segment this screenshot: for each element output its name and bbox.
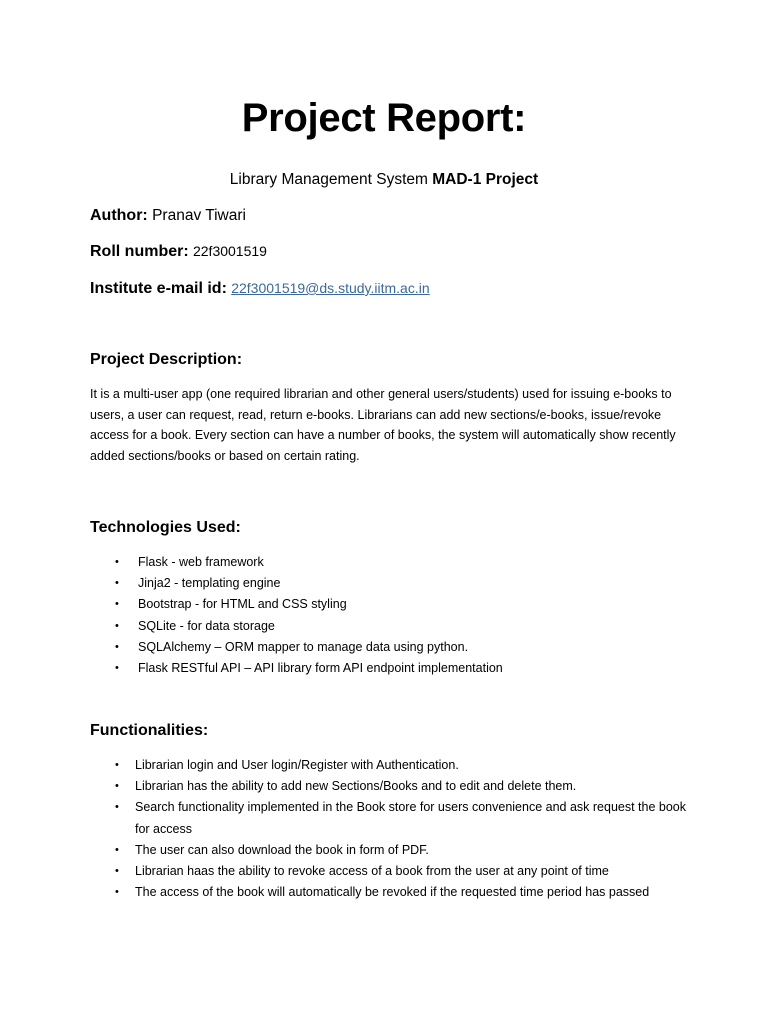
list-item — [90, 797, 690, 839]
bullet-icon: • — [115, 759, 119, 771]
bullet-icon: • — [115, 577, 119, 590]
list-item-text: Bootstrap - for HTML and CSS styling — [138, 597, 347, 612]
page-subtitle — [0, 171, 768, 189]
list-item — [90, 552, 690, 573]
list-item — [90, 755, 690, 776]
list-item — [90, 637, 690, 658]
author-value: Pranav Tiwari — [152, 207, 246, 224]
technologies-list — [90, 552, 690, 679]
bullet-icon: • — [115, 598, 119, 611]
technologies-heading: Technologies Used: — [90, 519, 241, 536]
email-link[interactable]: 22f3001519@ds.study.iitm.ac.in — [231, 280, 430, 296]
list-item — [90, 573, 690, 594]
list-item — [90, 776, 690, 797]
subtitle-text: Library Management System — [229, 171, 433, 188]
list-item-text: Flask - web framework — [138, 555, 264, 569]
page-title: Project Report: — [241, 96, 527, 140]
bullet-icon: • — [115, 619, 119, 632]
list-item-text: Librarian haas the ability to revoke access of a book from the user at any point of time — [135, 864, 609, 879]
functionalities-heading: Functionalities: — [90, 722, 209, 739]
roll-number-label: Roll number: — [90, 243, 189, 260]
roll-number-line — [90, 243, 267, 261]
list-item-text: SQLite - for data storage — [138, 618, 275, 633]
description-paragraph: It is a multi-user app (one required librarian and other general users/students) used for issuing e-books to users, a user can request, read, return e-books. Librarians can add new sections/e-books, issue/revoke access for a book. Every section can have a number of books, the system will automatically show recently added sections/books or based on certain rating. — [90, 387, 676, 463]
author-label: Author: — [90, 207, 148, 224]
list-item-text: Librarian has the ability to add new Sections/Books and to edit and delete them. — [135, 779, 577, 794]
description-heading: Project Description: — [90, 351, 243, 368]
email-label: Institute e-mail id: — [90, 280, 227, 297]
list-item-text: Jinja2 - templating engine — [138, 576, 281, 591]
list-item-text: Flask RESTful API – API library form API endpoint implementation — [138, 661, 503, 676]
list-item-text: SQLAlchemy – ORM mapper to manage data using python. — [138, 639, 469, 654]
bullet-icon: • — [115, 843, 119, 856]
bullet-icon: • — [115, 886, 119, 899]
list-item — [90, 658, 690, 679]
functionalities-list — [90, 755, 690, 903]
bullet-icon: • — [115, 780, 119, 793]
list-item-text: Search functionality implemented in the Book store for users convenience and ask request the book for access — [135, 800, 687, 836]
bullet-icon: • — [115, 865, 119, 878]
email-line — [90, 280, 430, 298]
list-item — [90, 616, 690, 637]
list-item — [90, 861, 690, 882]
list-item-text: The access of the book will automatically be revoked if the requested time period has passed — [135, 885, 650, 900]
bullet-icon: • — [115, 801, 119, 814]
bullet-icon: • — [115, 556, 119, 568]
subtitle-bold-text: MAD-1 Project — [432, 171, 539, 188]
list-item-text: Librarian login and User login/Register with Authentication. — [135, 758, 459, 772]
list-item — [90, 840, 690, 861]
bullet-icon: • — [115, 640, 119, 653]
list-item-text: The user can also download the book in form of PDF. — [135, 842, 429, 857]
list-item — [90, 882, 690, 903]
list-item — [90, 594, 690, 615]
bullet-icon: • — [115, 662, 119, 675]
author-line — [90, 207, 246, 225]
roll-number-value: 22f3001519 — [192, 243, 267, 259]
